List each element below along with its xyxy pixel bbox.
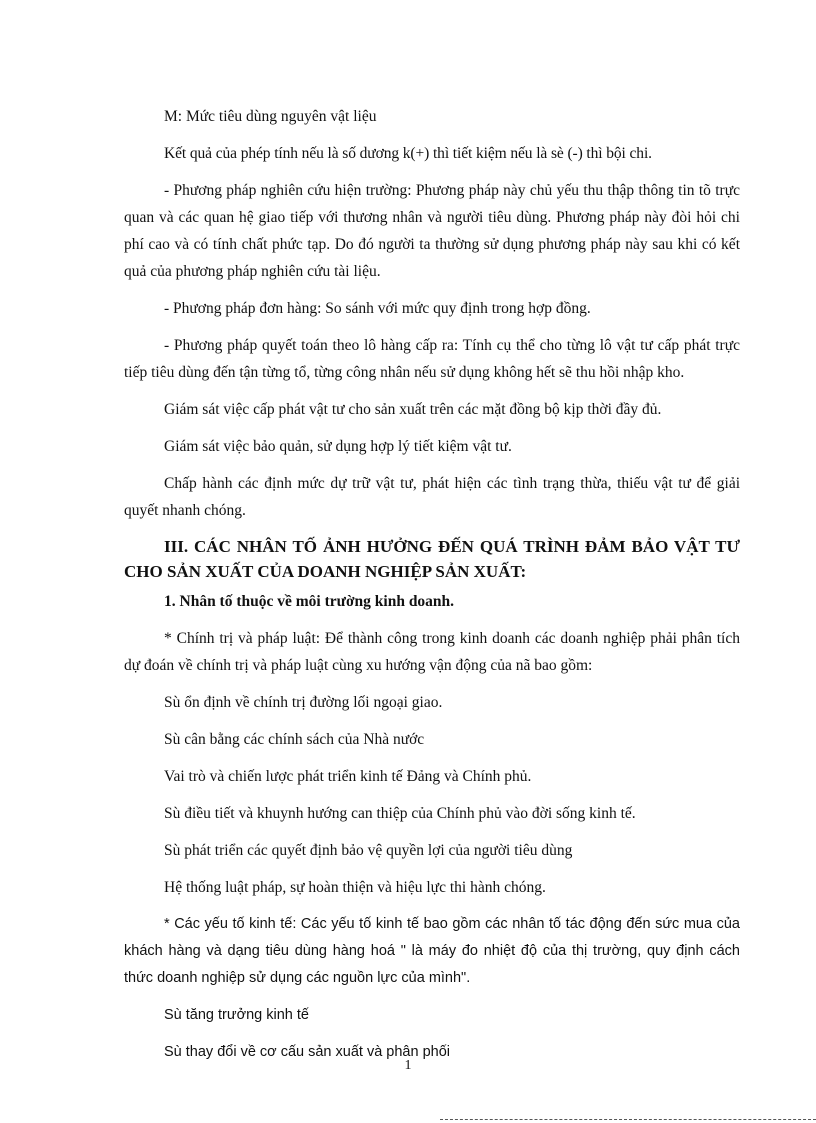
list-item-consumer-protection: Sù phát triển các quyết định bảo vệ quyền lợi của người tiêu dùng	[164, 842, 573, 859]
paragraph-reserve-norms: Chấp hành các định mức dự trữ vật tư, phát hiện các tình trạng thừa, thiếu vật tư để giải quyết nhanh chóng.	[124, 475, 740, 519]
list-item-structure-change: Sù thay đổi về cơ cấu sản xuất và phân phối	[164, 1044, 450, 1060]
paragraph-politics-law: * Chính trị và pháp luật: Để thành công trong kinh doanh các doanh nghiệp phải phân tích dự đoán về chính trị và pháp luật cùng xu hướng vận động của nã bao gồm:	[124, 630, 740, 674]
section-heading: III. CÁC NHÂN TỐ ẢNH HƯỞNG ĐẾN QUÁ TRÌNH ĐẢM BẢO VẬT TƯ CHO SẢN XUẤT CỦA DOANH NGHIỆP SẢN XUẤT:	[124, 537, 740, 581]
subheading-business-environment: 1. Nhân tố thuộc về môi trường kinh doanh.	[164, 593, 455, 610]
paragraph-consumption-rate: M: Mức tiêu dùng nguyên vật liệu	[164, 108, 377, 125]
list-item-political-stability: Sù ổn định về chính trị đường lối ngoại giao.	[164, 694, 443, 711]
paragraph-supervise-storage: Giám sát việc bảo quản, sử dụng hợp lý tiết kiệm vật tư.	[164, 438, 512, 455]
page-number: 1	[404, 1058, 412, 1073]
list-item-government-intervention: Sù điều tiết và khuynh hướng can thiệp của Chính phủ vào đời sống kinh tế.	[164, 805, 636, 822]
paragraph-economic-factors: * Các yếu tố kinh tế: Các yếu tố kinh tế bao gồm các nhân tố tác động đến sức mua của khách hàng và dạng tiêu dùng hàng hoá " là máy đo nhiệt độ của thị trường, quy định cách thức doanh nghiệp sử dụng các nguồn lực của mình".	[124, 916, 740, 986]
paragraph-supervise-supply: Giám sát việc cấp phát vật tư cho sản xuất trên các mặt đồng bộ kịp thời đầy đủ.	[164, 401, 662, 418]
list-item-policy-balance: Sù cân bằng các chính sách của Nhà nước	[164, 731, 425, 748]
document-page	[124, 103, 740, 1076]
list-item-economic-growth: Sù tăng trưởng kinh tế	[164, 1007, 309, 1023]
list-item-development-strategy: Vai trò và chiến lược phát triển kinh tế Đảng và Chính phủ.	[164, 768, 532, 785]
paragraph-field-research: - Phương pháp nghiên cứu hiện trường: Phương pháp này chủ yếu thu thập thông tin tõ trực quan và các quan hệ giao tiếp với thương nhân và người tiêu dùng. Phương pháp này đòi hỏi chi phí cao và có tính chất phức tạp. Do đó người ta thường sử dụng phương pháp này sau khi có kết quả của phương pháp nghiên cứu tài liệu.	[124, 182, 740, 280]
paragraph-calculation-result: Kết quả của phép tính nếu là số dương k(+) thì tiết kiệm nếu là sè (-) thì bội chi.	[164, 145, 652, 162]
paragraph-settlement-method: - Phương pháp quyết toán theo lô hàng cấp ra: Tính cụ thể cho từng lô vật tư cấp phát trực tiếp tiêu dùng đến tận từng tổ, từng công nhân nếu sử dụng không hết sẽ thu hồi nhập kho.	[124, 337, 740, 381]
footer-divider	[440, 1119, 816, 1121]
list-item-legal-system: Hệ thống luật pháp, sự hoàn thiện và hiệu lực thi hành chóng.	[164, 879, 546, 896]
paragraph-order-method: - Phương pháp đơn hàng: So sánh với mức quy định trong hợp đồng.	[164, 300, 591, 317]
